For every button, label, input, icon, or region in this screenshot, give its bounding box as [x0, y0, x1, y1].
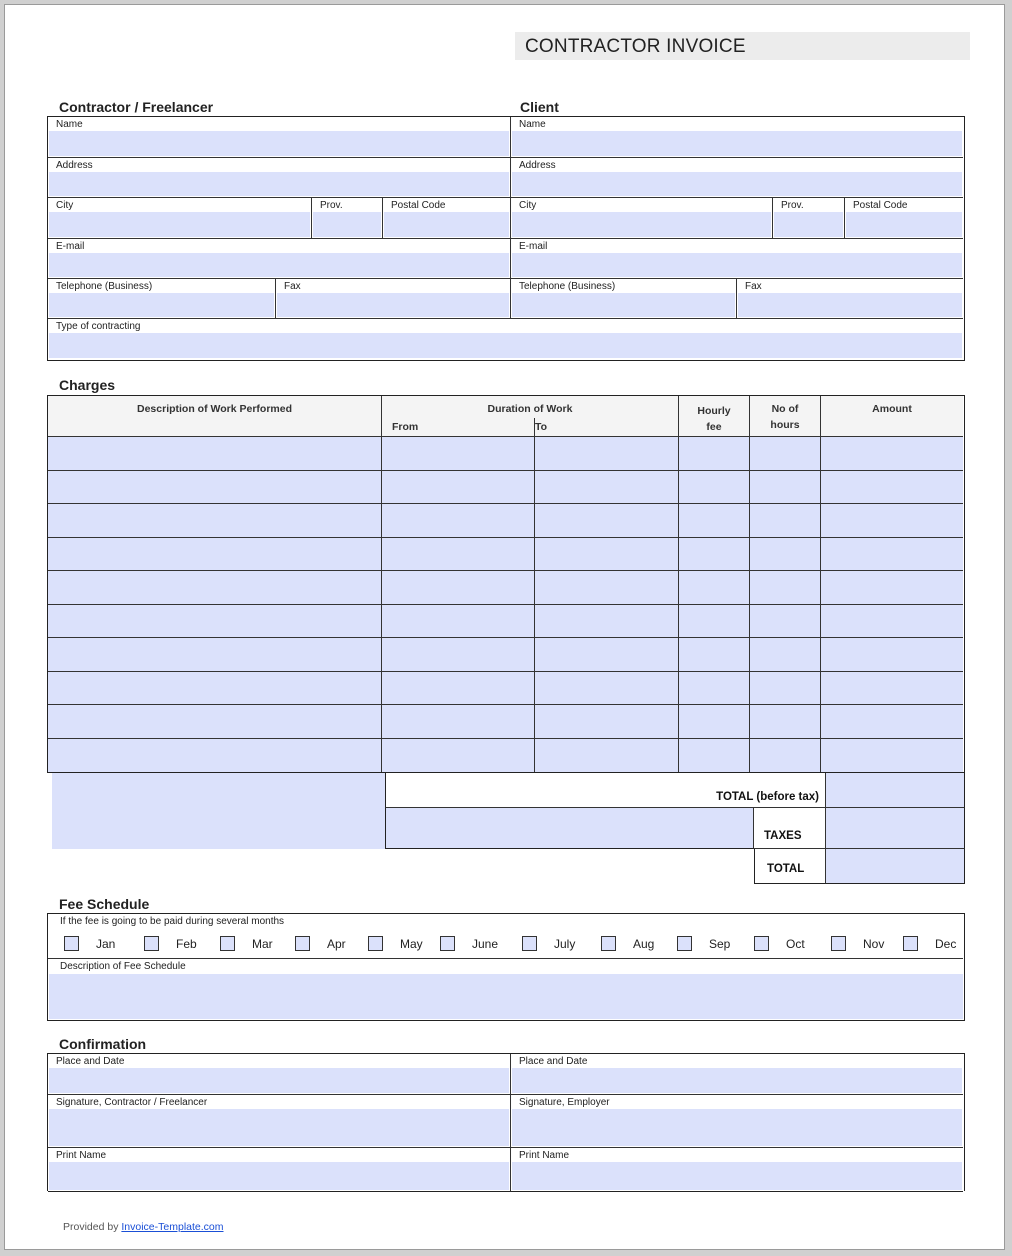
contractor-heading: Contractor / Freelancer — [59, 99, 214, 115]
field-label: Address — [56, 160, 93, 171]
field-label: Address — [519, 160, 556, 171]
total-field[interactable] — [825, 849, 965, 884]
contractor-name-field[interactable] — [48, 117, 511, 158]
header-label: Hourly — [697, 405, 731, 417]
charge-row-10-hours[interactable] — [750, 739, 821, 773]
month-checkbox-dec[interactable] — [903, 936, 918, 951]
charge-row-3-description[interactable] — [48, 504, 382, 538]
charge-row-5-hours[interactable] — [750, 571, 821, 605]
month-checkbox-sep[interactable] — [677, 936, 692, 951]
month-checkbox-june[interactable] — [440, 936, 455, 951]
month-checkbox-july[interactable] — [522, 936, 537, 951]
charge-row-1-hours[interactable] — [750, 437, 821, 471]
charge-row-10-description[interactable] — [48, 739, 382, 773]
charge-row-5-from[interactable] — [382, 571, 535, 605]
taxes-field[interactable] — [825, 808, 965, 849]
col-hours-header — [750, 396, 821, 437]
header-label: hours — [770, 419, 800, 431]
charge-row-5-amount[interactable] — [821, 571, 963, 605]
tax-description-field[interactable] — [385, 808, 754, 849]
field-label: Telephone (Business) — [56, 281, 153, 292]
month-checkbox-nov[interactable] — [831, 936, 846, 951]
charge-row-4-description[interactable] — [48, 538, 382, 572]
place-date-right-field[interactable] — [511, 1054, 963, 1095]
taxes-label: TAXES — [764, 830, 802, 842]
header-label: Description of Work Performed — [137, 403, 292, 415]
charge-row-9-hourly[interactable] — [679, 705, 750, 739]
header-label: Amount — [872, 403, 912, 415]
charge-row-2-to[interactable] — [535, 471, 679, 505]
client-name-field[interactable] — [511, 117, 963, 158]
charge-row-8-description[interactable] — [48, 672, 382, 706]
month-label: May — [400, 937, 423, 951]
field-label: Postal Code — [853, 200, 908, 211]
month-label: Feb — [176, 937, 197, 951]
month-checkbox-jan[interactable] — [64, 936, 79, 951]
charge-row-7-to[interactable] — [535, 638, 679, 672]
fee-description-label: Description of Fee Schedule — [60, 961, 186, 972]
field-label: Prov. — [781, 200, 804, 211]
charge-row-6-amount[interactable] — [821, 605, 963, 639]
totals-block — [385, 773, 965, 883]
month-label: Sep — [709, 937, 731, 951]
contractor-telephone-field[interactable] — [48, 279, 276, 319]
charge-row-10-to[interactable] — [535, 739, 679, 773]
charge-row-6-description[interactable] — [48, 605, 382, 639]
contractor-address-field[interactable] — [48, 158, 511, 198]
footer — [63, 1221, 224, 1233]
print-name-left-field[interactable] — [48, 1148, 511, 1192]
charge-row-7-from[interactable] — [382, 638, 535, 672]
contractor-postal-field[interactable] — [383, 198, 511, 239]
charge-row-9-description[interactable] — [48, 705, 382, 739]
fee-description-field[interactable] — [49, 974, 963, 1019]
party-details-box — [47, 116, 965, 361]
footer-link[interactable]: Invoice-Template.com — [121, 1221, 224, 1233]
field-label: Type of contracting — [56, 321, 141, 332]
field-label: Telephone (Business) — [519, 281, 616, 292]
charge-row-1-from[interactable] — [382, 437, 535, 471]
place-date-left-field[interactable] — [48, 1054, 511, 1095]
month-label: Aug — [633, 937, 655, 951]
field-label: Signature, Employer — [519, 1097, 610, 1108]
charge-row-3-to[interactable] — [535, 504, 679, 538]
contractor-city-field[interactable] — [48, 198, 312, 239]
charge-row-5-hourly[interactable] — [679, 571, 750, 605]
notes-area[interactable] — [52, 773, 386, 849]
field-label: Fax — [745, 281, 762, 292]
header-label: fee — [706, 421, 722, 433]
charge-row-8-hourly[interactable] — [679, 672, 750, 706]
client-address-field[interactable] — [511, 158, 963, 198]
month-label: Oct — [786, 937, 805, 951]
charge-row-1-description[interactable] — [48, 437, 382, 471]
month-label: June — [472, 937, 499, 951]
charge-row-4-to[interactable] — [535, 538, 679, 572]
contracting-type-field[interactable] — [48, 319, 963, 359]
confirmation-heading: Confirmation — [59, 1036, 147, 1052]
header-label: No of — [771, 403, 799, 415]
charge-row-9-from[interactable] — [382, 705, 535, 739]
month-label: Nov — [863, 937, 885, 951]
col-from-label: From — [392, 421, 419, 433]
charge-row-6-hourly[interactable] — [679, 605, 750, 639]
charge-row-3-amount[interactable] — [821, 504, 963, 538]
client-prov-field[interactable] — [773, 198, 845, 239]
charge-row-2-from[interactable] — [382, 471, 535, 505]
charge-row-7-description[interactable] — [48, 638, 382, 672]
field-label: Signature, Contractor / Freelancer — [56, 1097, 208, 1108]
field-label: E-mail — [519, 241, 548, 252]
month-checkbox-aug[interactable] — [601, 936, 616, 951]
charge-row-10-amount[interactable] — [821, 739, 963, 773]
header-label: Duration of Work — [487, 403, 573, 415]
charge-row-8-to[interactable] — [535, 672, 679, 706]
charge-row-10-from[interactable] — [382, 739, 535, 773]
invoice-page — [4, 4, 1005, 1250]
contractor-email-field[interactable] — [48, 239, 511, 279]
month-label: Jan — [96, 937, 116, 951]
col-amount-header — [821, 396, 963, 437]
field-label: Name — [56, 119, 83, 130]
month-checkbox-apr[interactable] — [295, 936, 310, 951]
charge-row-3-from[interactable] — [382, 504, 535, 538]
charge-row-7-hours[interactable] — [750, 638, 821, 672]
field-label: Postal Code — [391, 200, 446, 211]
charge-row-3-hourly[interactable] — [679, 504, 750, 538]
charge-row-8-hours[interactable] — [750, 672, 821, 706]
charge-row-2-hours[interactable] — [750, 471, 821, 505]
footer-prefix: Provided by — [63, 1221, 119, 1233]
page-title: CONTRACTOR INVOICE — [525, 36, 746, 57]
taxes-label-cell — [754, 808, 825, 849]
field-label: Print Name — [56, 1150, 107, 1161]
month-checkbox-feb[interactable] — [144, 936, 159, 951]
field-label: Print Name — [519, 1150, 570, 1161]
field-label: Name — [519, 119, 546, 130]
field-label: Fax — [284, 281, 301, 292]
charge-row-5-to[interactable] — [535, 571, 679, 605]
confirmation-box — [47, 1053, 965, 1191]
month-label: Mar — [252, 937, 273, 951]
charge-row-1-hourly[interactable] — [679, 437, 750, 471]
col-duration-header — [382, 396, 679, 437]
signature-employer-field[interactable] — [511, 1095, 963, 1148]
charge-row-5-description[interactable] — [48, 571, 382, 605]
field-label: City — [519, 200, 537, 211]
month-checkbox-oct[interactable] — [754, 936, 769, 951]
col-hourly-header — [679, 396, 750, 437]
charge-row-4-hours[interactable] — [750, 538, 821, 572]
charge-row-7-hourly[interactable] — [679, 638, 750, 672]
total-before-tax-label-cell — [385, 773, 825, 808]
signature-contractor-field[interactable] — [48, 1095, 511, 1148]
field-label: Prov. — [320, 200, 343, 211]
divider — [534, 418, 535, 437]
print-name-right-field[interactable] — [511, 1148, 963, 1192]
contractor-fax-field[interactable] — [276, 279, 511, 319]
total-label: TOTAL — [767, 863, 805, 875]
charges-heading: Charges — [59, 377, 116, 393]
charge-row-2-amount[interactable] — [821, 471, 963, 505]
charge-row-7-amount[interactable] — [821, 638, 963, 672]
month-checkbox-mar[interactable] — [220, 936, 235, 951]
total-before-tax-field[interactable] — [825, 773, 965, 808]
charge-row-4-amount[interactable] — [821, 538, 963, 572]
client-city-field[interactable] — [511, 198, 773, 239]
charge-row-2-hourly[interactable] — [679, 471, 750, 505]
client-telephone-field[interactable] — [511, 279, 737, 319]
charge-row-1-amount[interactable] — [821, 437, 963, 471]
field-label: Place and Date — [519, 1056, 588, 1067]
field-label: City — [56, 200, 74, 211]
client-fax-field[interactable] — [737, 279, 963, 319]
charges-table — [47, 395, 965, 773]
field-label: Place and Date — [56, 1056, 125, 1067]
charge-row-2-description[interactable] — [48, 471, 382, 505]
col-to-label: To — [535, 421, 548, 433]
field-label: E-mail — [56, 241, 85, 252]
divider — [48, 958, 963, 959]
charge-row-3-hours[interactable] — [750, 504, 821, 538]
charge-row-4-from[interactable] — [382, 538, 535, 572]
client-postal-field[interactable] — [845, 198, 963, 239]
fee-note: If the fee is going to be paid during several months — [60, 916, 285, 927]
charge-row-1-to[interactable] — [535, 437, 679, 471]
month-label: Dec — [935, 937, 957, 951]
charge-row-6-from[interactable] — [382, 605, 535, 639]
charge-row-9-hours[interactable] — [750, 705, 821, 739]
charge-row-9-to[interactable] — [535, 705, 679, 739]
client-heading: Client — [520, 99, 559, 115]
charge-row-9-amount[interactable] — [821, 705, 963, 739]
charge-row-6-to[interactable] — [535, 605, 679, 639]
charge-row-10-hourly[interactable] — [679, 739, 750, 773]
total-before-tax-label: TOTAL (before tax) — [716, 791, 819, 803]
charge-row-4-hourly[interactable] — [679, 538, 750, 572]
charge-row-6-hours[interactable] — [750, 605, 821, 639]
charge-row-8-from[interactable] — [382, 672, 535, 706]
month-label: Apr — [327, 937, 346, 951]
month-checkbox-may[interactable] — [368, 936, 383, 951]
contractor-prov-field[interactable] — [312, 198, 383, 239]
fee-schedule-box — [47, 913, 965, 1021]
client-email-field[interactable] — [511, 239, 963, 279]
fee-schedule-heading: Fee Schedule — [59, 896, 150, 912]
col-description-header — [48, 396, 382, 437]
charge-row-8-amount[interactable] — [821, 672, 963, 706]
month-label: July — [554, 937, 576, 951]
total-label-cell — [754, 849, 825, 884]
